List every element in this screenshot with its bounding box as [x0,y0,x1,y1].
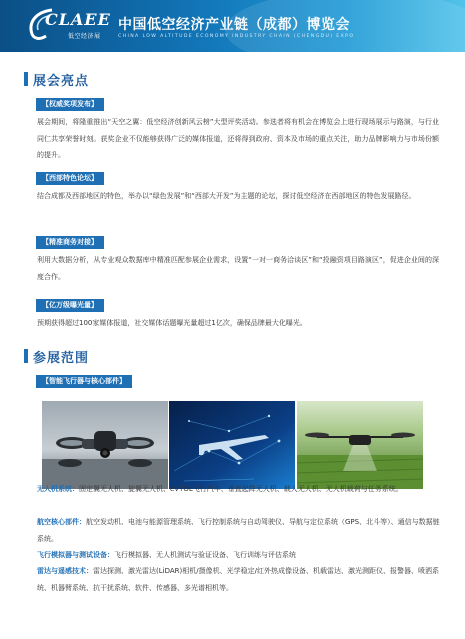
para-business: 利用大数据分析，从专业观众数据库中精准匹配参展企业需求，设置“一对一商务洽谈区”和“投融资项目路演区”，促进企业间的深度合作。 [37,256,439,281]
spec-simulators: 飞行模拟器与测试设备：飞行模拟器、无人机测试与验证设备、飞行训练与评估系统 [37,551,296,559]
tag-business: 【精准商务对接】 [36,236,104,249]
logo-subtitle: 低空经济展 [68,33,101,40]
section-bar [24,72,28,86]
section-highlights-title: 展会亮点 [24,71,89,87]
para-exposure: 预期获得超过100家媒体报道，社交媒体话题曝光量超过1亿次，确保品牌最大化曝光。 [37,319,307,327]
section-bar [24,349,28,363]
agri-drone-photo [297,401,423,489]
header-banner [0,0,465,52]
network-plane-image [169,401,295,489]
spec-radar: 雷达与遥感技术：雷达探测、激光雷达(LiDAR)相机/摄像机、光学稳定/红外热成像设备、机载雷达、激光测距仪、报警器、喷洒系统、机器臂系统、抗干扰系统、软件、传感器、多光谱相机等。 [37,567,439,592]
para-award: 展会期间，将隆重推出“天空之翼：低空经济创新风云榜”大型评奖活动。参选者将有机会在博览会上进行现场展示与路演，与行业同仁共享荣誉时刻。获奖企业不仅能够获得广泛的媒体报道，还将得到政府、资本及市场的重点关注，助力品牌影响力与市场份额的提升。 [37,118,439,159]
page-title-english: CHINA LOW ALTITUDE ECONOMY INDUSTRY CHAIN (CHENGDU) EXPO [118,34,355,39]
logo-wordmark: CLAEE [45,10,111,29]
para-forum: 结合成都及西部地区的特色，举办以“绿色发展”和“西部大开发”为主题的论坛，探讨低空经济在西部地区的特色发展路径。 [37,192,416,200]
network-plane-photo [169,401,295,489]
tag-exposure: 【亿万级曝光量】 [36,299,104,312]
tag-aircraft: 【智能飞行器与核心部件】 [36,375,132,388]
drone-photo [42,401,168,489]
page-title: 中国低空经济产业链（成都）博览会 [118,17,350,33]
tag-award: 【权威奖项发布】 [36,98,104,111]
agri-drone-image [297,401,423,489]
drone-photo-image [42,401,168,489]
tag-forum: 【西部特色论坛】 [36,172,104,185]
spec-core-components: 航空核心部件：航空发动机、电池与能源管理系统、飞行控制系统与自动驾驶仪、导航与定位系统（GPS、北斗等）、通信与数据链系统。 [37,518,440,543]
section-scope-title: 参展范围 [24,348,89,364]
spec-uav-systems: 无人机系统：固定翼无人机、旋翼无人机、eVTOL飞行汽车、垂直起降无人机、载人无人机、无人机载荷与任务系统。 [37,485,403,493]
